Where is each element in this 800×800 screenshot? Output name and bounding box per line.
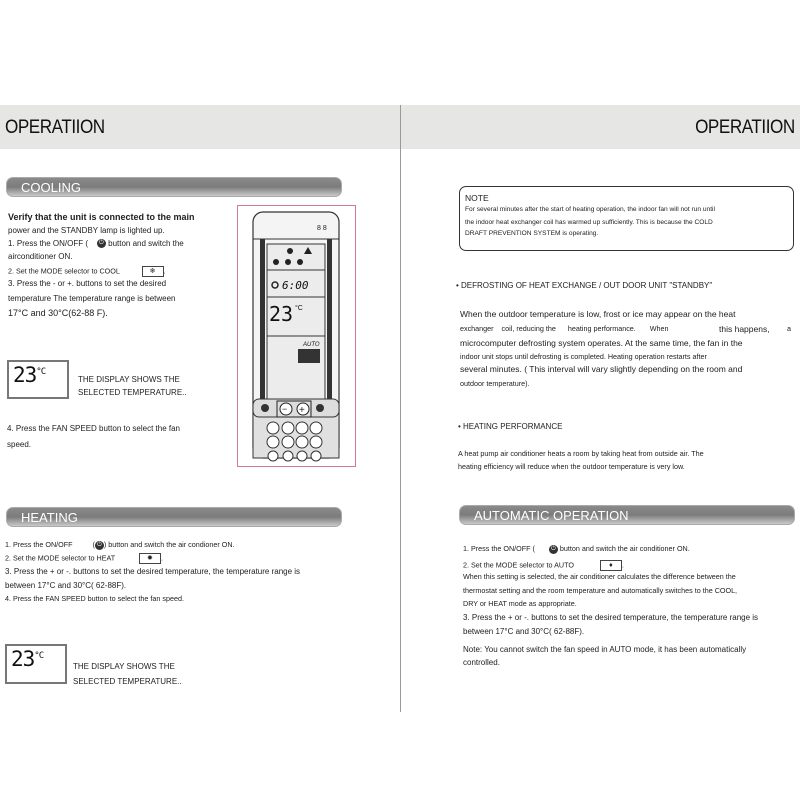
auto-text: When this setting is selected, the air conditioner calculates the difference between the [463, 572, 736, 581]
remote-auto-label: AUTO [303, 342, 320, 348]
defrost-text: microcomputer defrosting system operates. At the same time, the fan in the [460, 338, 743, 348]
display-caption: THE DISPLAY SHOWS THE [73, 662, 175, 671]
cooling-section-bar [6, 177, 342, 197]
defrost-text: a [787, 324, 791, 333]
note-text: DRAFT PREVENTION SYSTEM is operating. [465, 230, 599, 237]
heating-temp-display [5, 644, 67, 684]
heating-performance-text: A heat pump air conditioner heats a room by taking heat from outside air. The [458, 449, 704, 458]
note-title: NOTE [465, 193, 489, 203]
display-value: 23 [13, 363, 37, 387]
cooling-text: 2. Set the MODE selector to COOL [8, 266, 120, 276]
defrost-text: exchanger coil, reducing the heating performance. When [460, 324, 669, 333]
cooling-temp-display [7, 360, 69, 399]
cooling-step2: 2. Set the MODE selector to COOL ❄ . [8, 266, 166, 276]
heating-step2: 2. Set the MODE selector to HEAT ✹ . [5, 553, 163, 563]
display-value: 23 [11, 647, 35, 671]
note-text: For several minutes after the start of heating operation, the indoor fan will not run until [465, 206, 715, 213]
heating-performance-heading: • HEATING PERFORMANCE [458, 422, 563, 431]
cooling-text: temperature The temperature range is between [8, 294, 176, 303]
cooling-text: airconditioner ON. [8, 252, 73, 261]
cool-mode-icon: ❄ [142, 266, 164, 277]
defrost-text: When the outdoor temperature is low, frost or ice may appear on the heat [460, 309, 736, 319]
auto-text: button and switch the air conditioner ON. [559, 544, 690, 553]
auto-step1 [463, 544, 690, 554]
heating-step1: 1. Press the ON/OFF ( ⏻ ) button and switch the air condioner ON. [5, 540, 235, 549]
cooling-text: 3. Press the - or +. buttons to set the desired [8, 279, 167, 288]
auto-text: 2. Set the MODE selector to AUTO [463, 560, 574, 570]
cooling-text: button and switch the [108, 239, 184, 248]
heating-text: 1. Press the ON/OFF [5, 540, 73, 549]
heating-section-bar [6, 507, 342, 527]
auto-step2: 2. Set the MODE selector to AUTO ♦ . [463, 560, 624, 570]
power-icon: ⏻ [97, 239, 106, 248]
display-caption: SELECTED TEMPERATURE.. [78, 388, 187, 397]
defrost-text: outdoor temperature). [460, 379, 530, 388]
remote-plus: + [299, 405, 305, 416]
heating-text: 3. Press the + or -. buttons to set the desired temperature, the temperature range is [5, 567, 301, 576]
remote-top-label: 8 8 [317, 225, 327, 232]
heat-mode-icon: ✹ [139, 553, 161, 564]
display-unit: °C [34, 651, 44, 661]
remote-temperature: 23 [269, 302, 294, 326]
heating-heading: HEATING [21, 510, 78, 525]
heating-text: between 17°C and 30°C( 62-88F). [5, 581, 127, 590]
remote-control-icon [238, 206, 354, 465]
remote-timer: 6:00 [282, 279, 309, 292]
heating-text: button and switch the air condioner ON. [108, 540, 235, 549]
display-caption: THE DISPLAY SHOWS THE [78, 375, 180, 384]
note-text: the indoor heat exchanger coil has warmed up sufficiently. This is because the COLD [465, 219, 713, 226]
power-icon: ⏻ [549, 545, 558, 554]
auto-text: 3. Press the + or -. buttons to set the desired temperature, the temperature range is [463, 613, 759, 622]
heating-text: 4. Press the FAN SPEED button to select the fan speed. [5, 594, 184, 603]
cooling-text: speed. [7, 440, 32, 449]
cooling-text: 17°C and 30°C(62-88 F). [8, 308, 108, 318]
defrost-text: several minutes. ( This interval will vary slightly depending on the room and [460, 364, 743, 374]
cooling-text: 1. Press the ON/OFF ( [8, 239, 89, 248]
auto-heading: AUTOMATIC OPERATION [474, 508, 629, 523]
display-unit: °C [36, 367, 46, 377]
auto-text: controlled. [463, 658, 500, 667]
defrost-text: this happens, [719, 324, 770, 334]
power-icon: ⏻ [95, 541, 104, 550]
auto-text: thermostat setting and the room temperature and automatically switches to the COOL, [463, 586, 738, 595]
page-title-right: OPERATIION [695, 117, 795, 138]
page-divider [400, 105, 401, 712]
cooling-text: Verify that the unit is connected to the main [8, 212, 195, 222]
display-caption: SELECTED TEMPERATURE.. [73, 677, 182, 686]
defrost-text: indoor unit stops until defrosting is completed. Heating operation restarts after [460, 352, 707, 361]
auto-text: DRY or HEAT mode as appropriate. [463, 599, 577, 608]
heating-text: 2. Set the MODE selector to HEAT [5, 553, 115, 563]
cooling-text: 4. Press the FAN SPEED button to select the fan [7, 424, 180, 433]
remote-control-illustration [237, 205, 356, 467]
auto-section-bar [459, 505, 795, 525]
heating-performance-text: heating efficiency will reduce when the outdoor temperature is very low. [458, 462, 685, 471]
auto-text: Note: You cannot switch the fan speed in AUTO mode, it has been automatically [463, 645, 747, 654]
cooling-heading: COOLING [21, 180, 81, 195]
cooling-text: power and the STANDBY lamp is lighted up. [8, 226, 165, 235]
page-title-left: OPERATIION [5, 117, 105, 138]
remote-temp-unit: °C [295, 305, 303, 312]
auto-text: between 17°C and 30°C( 62-88F). [463, 627, 585, 636]
defrost-heading: • DEFROSTING OF HEAT EXCHANGE / OUT DOOR UNIT "STANDBY" [456, 281, 713, 290]
remote-minus: − [282, 404, 288, 414]
cooling-step1 [8, 239, 184, 248]
auto-text: 1. Press the ON/OFF ( [463, 544, 535, 553]
auto-mode-icon: ♦ [600, 560, 622, 571]
